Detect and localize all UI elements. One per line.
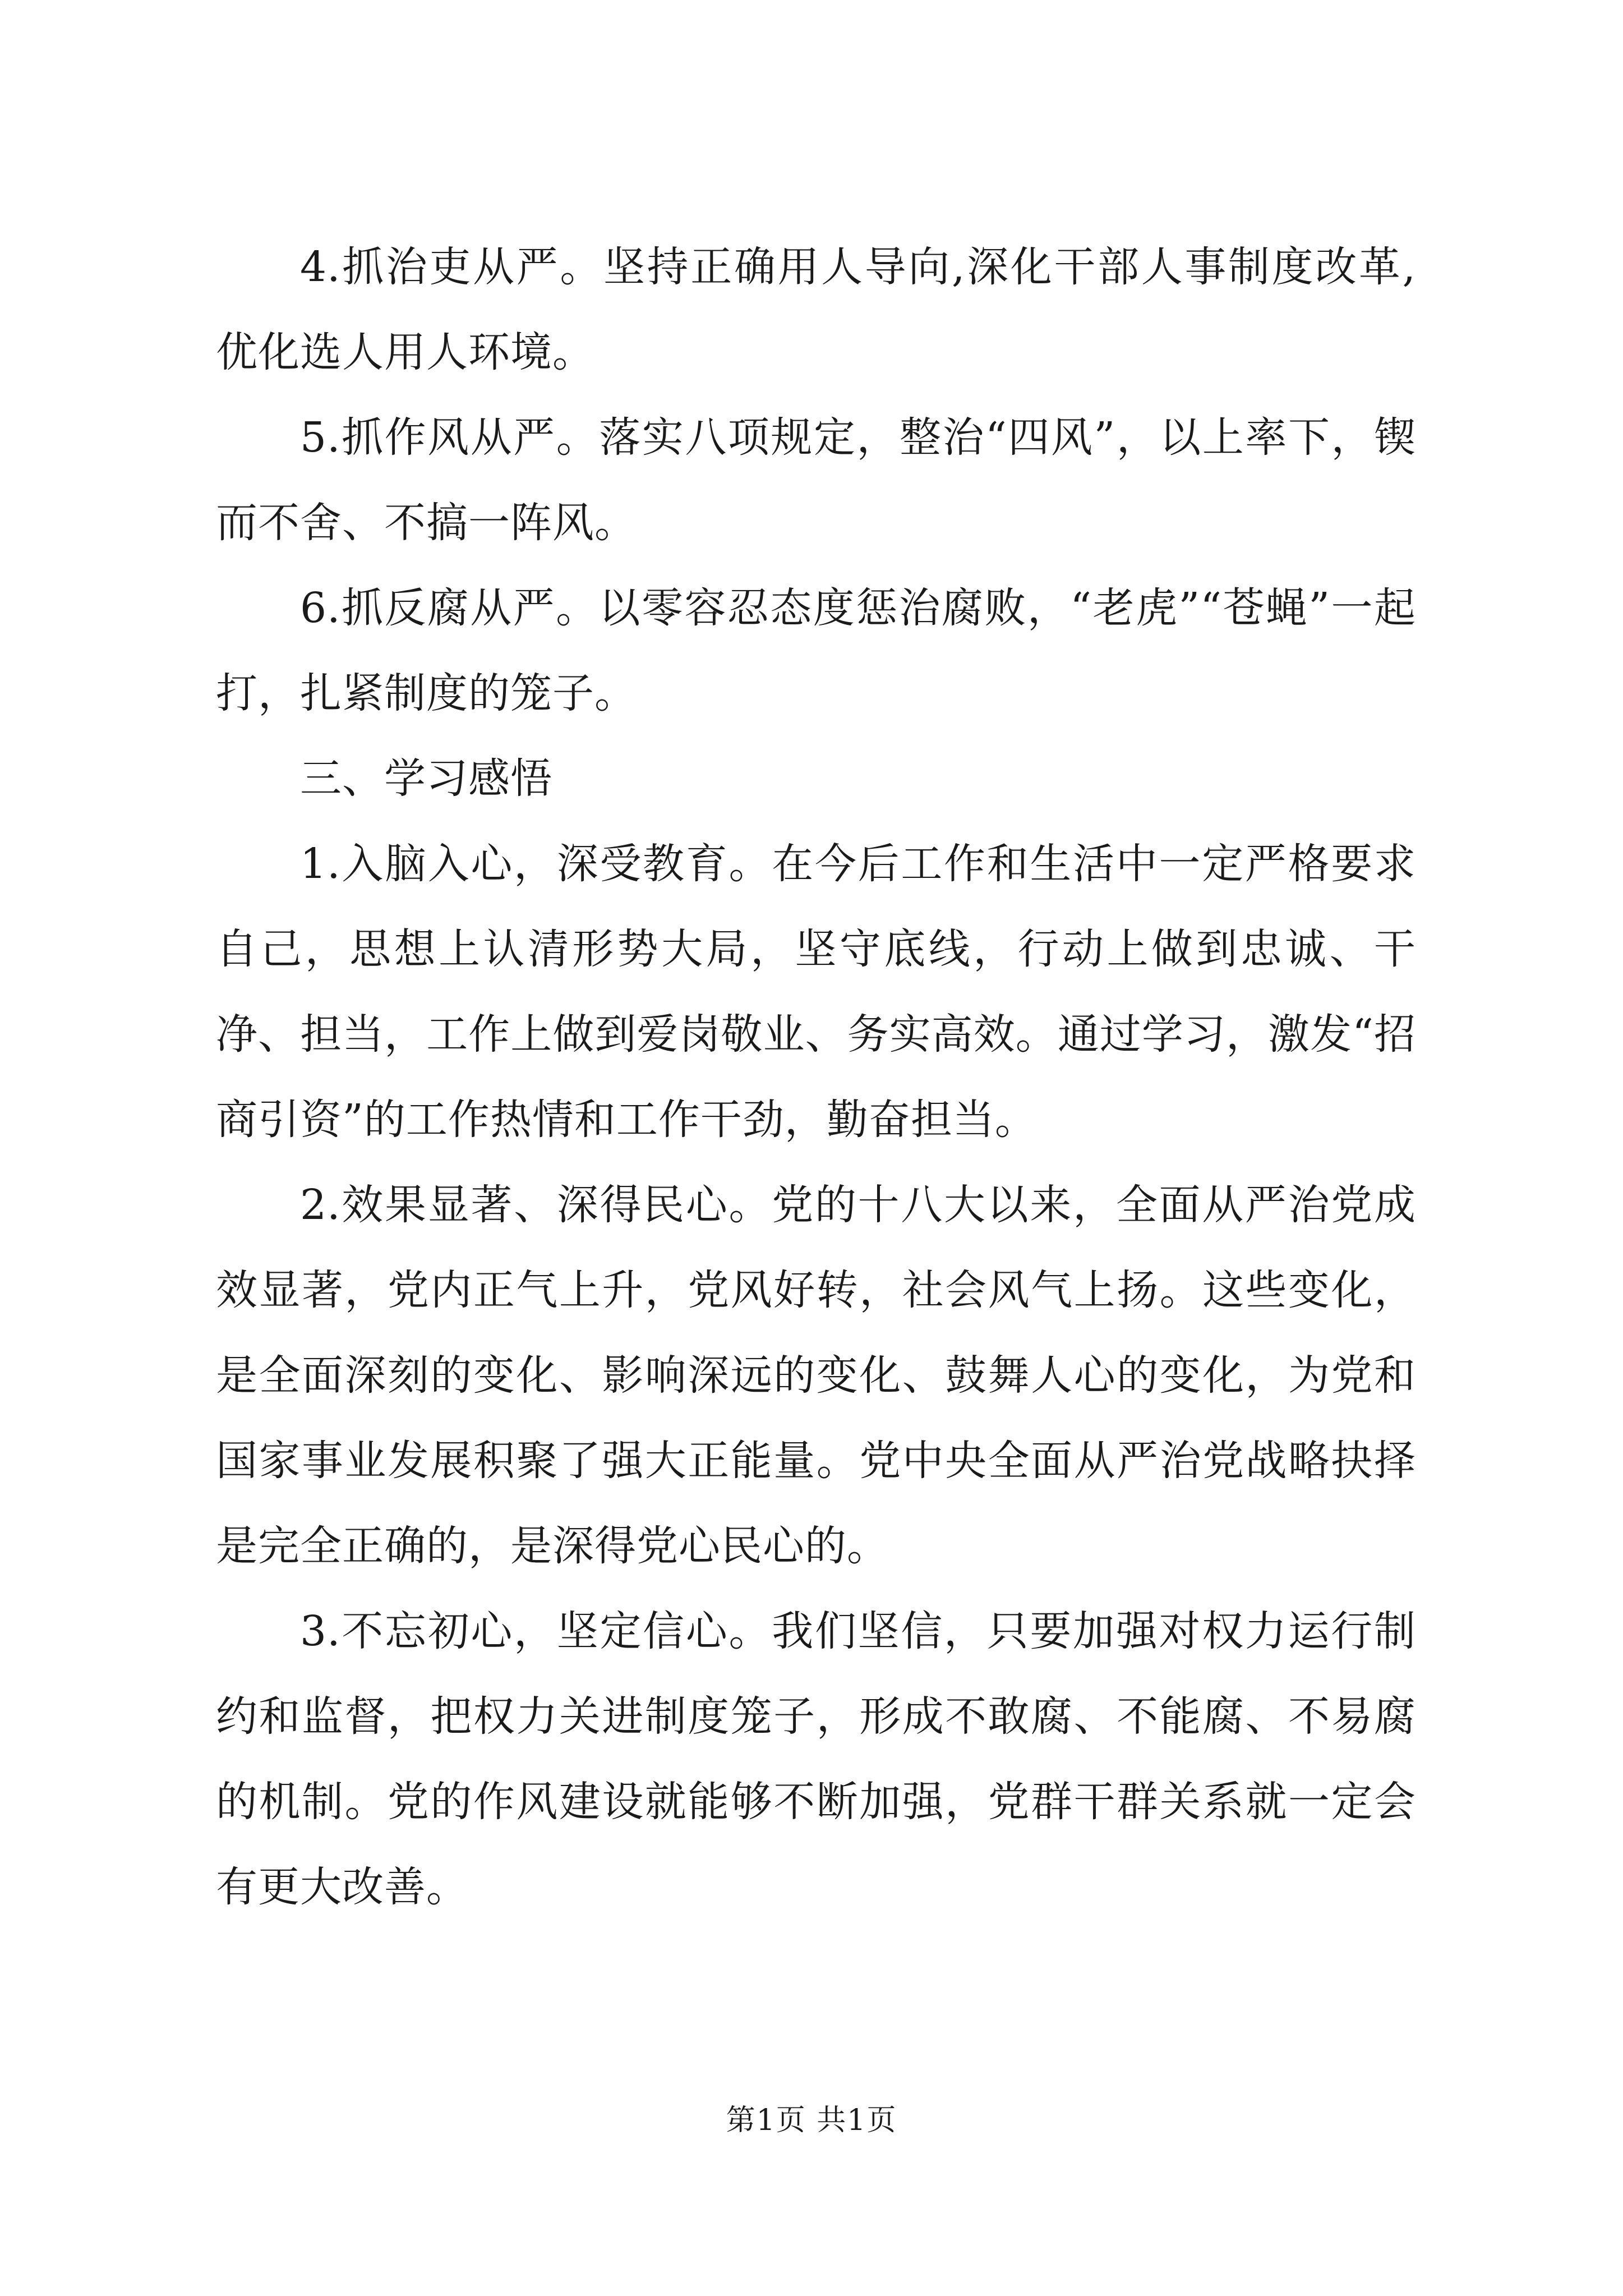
document-body [216, 224, 1416, 1930]
section-heading: 三、学习感悟 [300, 754, 552, 803]
paragraph-governance-discipline: 4.抓治吏从严。坚持正确用人导向,深化干部人事制度改革,优化选人用人环境。 [216, 243, 1416, 376]
insight-paragraph-3: 3.不忘初心，坚定信心。我们坚信，只要加强对权力运行制约和监督，把权力关进制度笼子，形成不敢腐、不能腐、不易腐的机制。党的作风建设就能够不断加强，党群干群关系就一定会有更大改善。 [216, 1607, 1416, 1911]
paragraph-work-style: 5.抓作风从严。落实八项规定，整治“四风”，以上率下，锲而不舍、不搞一阵风。 [216, 413, 1416, 547]
insight-paragraph-2: 2.效果显著、深得民心。党的十八大以来，全面从严治党成效显著，党内正气上升，党风好转，社会风气上扬。这些变化，是全面深刻的变化、影响深远的变化、鼓舞人心的变化，为党和国家事业发展积聚了强大正能量。党中央全面从严治党战略抉择是完全正确的，是深得党心民心的。 [216, 1181, 1416, 1570]
paragraph-anti-corruption: 6.抓反腐从严。以零容忍态度惩治腐败，“老虎”“苍蝇”一起打，扎紧制度的笼子。 [216, 584, 1416, 717]
insight-paragraph-1: 1.入脑入心，深受教育。在今后工作和生活中一定严格要求自己，思想上认清形势大局，坚守底线，行动上做到忠诚、干净、担当，工作上做到爱岗敬业、务实高效。通过学习，激发“招商引资”的工作热情和工作干劲，勤奋担当。 [216, 840, 1416, 1144]
page-footer: 第1页 共1页 [726, 2104, 897, 2137]
